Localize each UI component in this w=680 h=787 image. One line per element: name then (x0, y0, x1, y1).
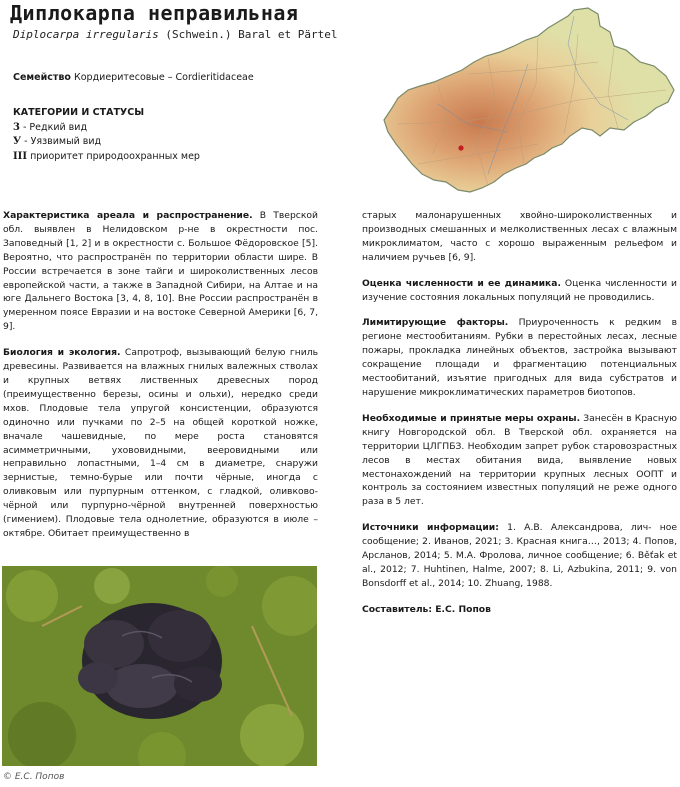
category-text: - Редкий вид (19, 121, 88, 133)
category-text: - Уязвимый вид (21, 136, 102, 147)
distribution-map (378, 4, 678, 196)
categories-block (13, 106, 200, 164)
category-text: приоритет природоохранных мер (27, 150, 200, 162)
category-code: У (13, 136, 22, 147)
compiler-section (362, 603, 677, 617)
category-code: 3 (13, 121, 20, 133)
sources-heading: Источники информации: (362, 522, 499, 534)
limiting-text: Приуроченность к редким в регионе местообитаниям. Рубки в перестойных лесах, лесные пожары, прокладка линейных объектов, застройка вызывают сокращение площади и фрагментацию потенциальных местообитаний, изъятие пригодных для вида субстратов и нарушение микроклиматических параметров биотопов. (362, 317, 677, 398)
left-column (3, 209, 318, 553)
sources-text: 1. А.В. Александрова, лич- ное сообщение; 2. Иванов, 2021; 3. Красная книга…, 2013; 4. Попов, Арсланов, 2014; 5. М.А. Фролова, личное сообщение; 6. Běťak et al., 2012; 7. Huhtinen, Halme, 2007; 8. Li, Azbukina, 2011; 9. von Bonsdorff et al., 2014; 10. Zhuang, 1988. (362, 522, 677, 589)
categories-heading: КАТЕГОРИИ И СТАТУСЫ (13, 107, 145, 118)
limiting-heading: Лимитирующие факторы. (362, 317, 509, 329)
category-item (13, 150, 200, 165)
abundance-section (362, 277, 677, 305)
latin-species-name: Diplocarpa irregularis (13, 28, 159, 41)
abundance-heading: Оценка численности и ее динамика. (362, 277, 561, 289)
range-heading: Характеристика ареала и распространение. (3, 210, 253, 221)
range-section (3, 209, 318, 334)
fungus-photo (2, 566, 317, 766)
protection-section (362, 412, 677, 509)
category-item (13, 121, 200, 136)
right-column (362, 209, 677, 629)
protection-text: Занесён в Красную книгу Новгородской обл. В Тверской обл. охраняется на территории ЦЛГПБЗ. Необходим запрет рубок старовозрастных лесов в местах обитания вида, выявление новых местонахождений на территории крупных лесных ООПТ и контроль за состоянием известных популяций не реже одного раза в 5 лет. (362, 412, 677, 508)
page-title: Диплокарпа неправильная (10, 1, 299, 25)
biology-continuation: старых малонарушенных хвойно-широколиственных и производных смешанных и мелколиственных лесах с влажным микроклиматом, часто с хорошо выраженным рельефом и наличием ручьев [6, 9]. (362, 210, 677, 263)
biology-heading: Биология и экология. (3, 347, 121, 359)
limiting-section (362, 316, 677, 399)
sources-section (362, 521, 677, 591)
family-label: Семейство (13, 72, 71, 83)
latin-author: (Schwein.) Baral et Pärtel (158, 28, 338, 41)
biology-section (3, 346, 318, 541)
biology-text: Сапротроф, вызывающий белую гниль древесины. Развивается на влажных гнилых валежных стволах и крупных ветвях лиственных древесных пород (преимущественно березы, осины и ольхи), нередко среди мхов. Плодовые тела упругой консистенции, образуются одиночно или пучками по 2–5 на общей короткой ножке, вначале чашевидные, по мере роста становятся асимметричными, ухововидными, вееровидными или неправильно лопастными, 1–4 см в диаметре, снаружи зернистые, темно-бурые или почти чёрные, иногда с оливковым или пурпурным оттенком, с гладкой, оливково-чёрной или пурпурно-чёрной внутренней поверхностью (гимением). Плодовые тела однолетние, образуются в июле – октябре. Обитает преимущественно в (3, 347, 318, 539)
category-code: III (13, 150, 28, 162)
photo-credit: © Е.С. Попов (3, 772, 65, 782)
latin-name-line (13, 26, 353, 44)
abundance-text: Оценка численности и изучение состояния локальных популяций не проводились. (362, 277, 677, 303)
range-text: В Тверской обл. выявлен в Нелидовском р-не в окрестности пос. Заповедный [1, 2] и в окрестности с. Большое Фёдоровское [5]. Вероятно, что распространён по территории области шире. В России встречается в зоне тайги и широколиственных лесов европейской части, а также в Западной Сибири, на Алтае и на юге Дальнего Востока [3, 4, 8, 10]. Вне России распространён в умеренном поясе Евразии и на востоке Северной Америки [6, 7, 9]. (3, 210, 318, 333)
family-line (13, 72, 254, 83)
family-value: Кордиеритесовые – Cordieritidaceae (74, 72, 254, 83)
compiler-heading: Составитель: Е.С. Попов (362, 603, 491, 615)
record-marker (458, 145, 463, 150)
category-item (13, 135, 200, 150)
protection-heading: Необходимые и принятые меры охраны. (362, 412, 581, 424)
